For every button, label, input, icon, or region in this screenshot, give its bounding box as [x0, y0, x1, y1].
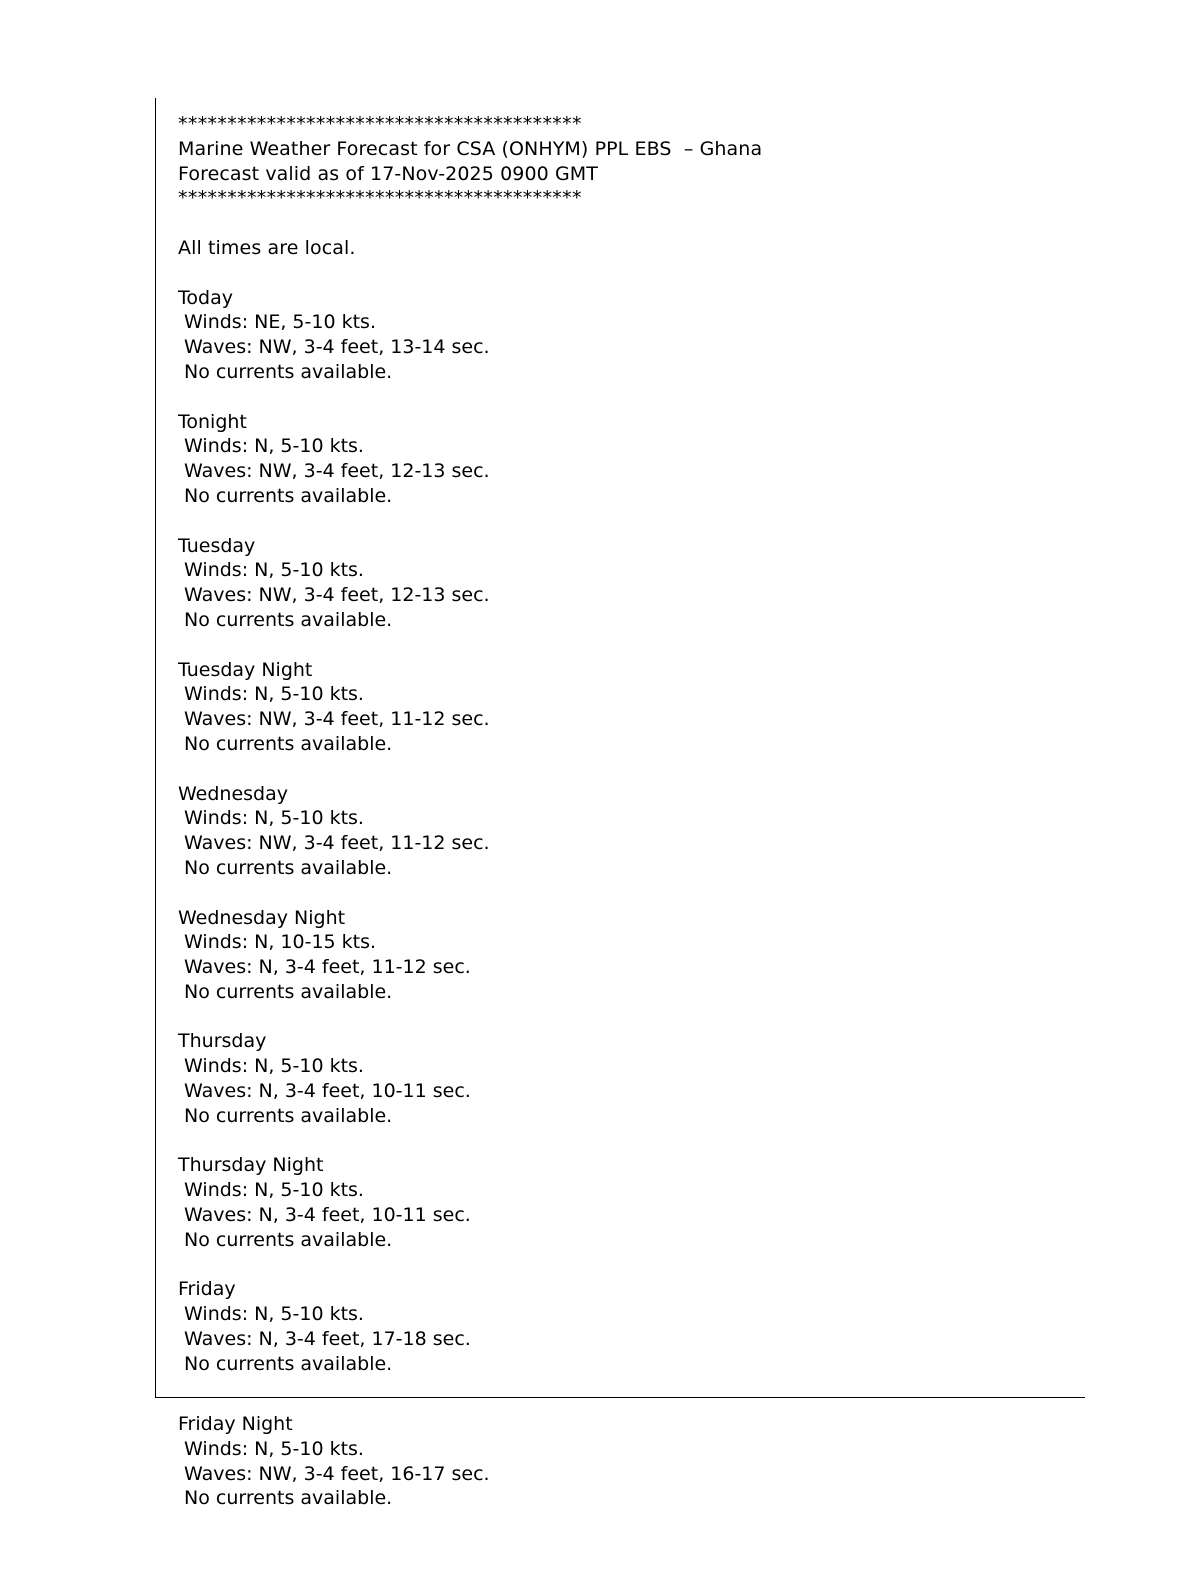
period-winds: Winds: N, 5-10 kts. [178, 683, 364, 706]
period-name: Wednesday [178, 782, 289, 805]
spacer [178, 757, 1078, 782]
period-currents: No currents available. [178, 1487, 393, 1510]
period-waves: Waves: N, 3-4 feet, 11-12 sec. [178, 956, 471, 979]
period-currents: No currents available. [178, 980, 393, 1003]
forecast-period [178, 1277, 1078, 1376]
forecast-period [178, 1029, 1078, 1128]
forecast-period [178, 1153, 1078, 1252]
period-name: Wednesday Night [178, 906, 346, 929]
forecast-title: Marine Weather Forecast for CSA (ONHYM) PPL EBS – Ghana [178, 137, 763, 160]
period-name: Friday [178, 1278, 236, 1301]
forecast-period [178, 906, 1078, 1005]
period-winds: Winds: N, 5-10 kts. [178, 435, 364, 458]
period-winds: Winds: N, 5-10 kts. [178, 1437, 364, 1460]
period-waves: Waves: NW, 3-4 feet, 13-14 sec. [178, 336, 490, 359]
period-winds: Winds: NE, 5-10 kts. [178, 311, 376, 334]
spacer [178, 509, 1078, 534]
period-name: Today [178, 286, 233, 309]
spacer [178, 211, 1078, 236]
period-winds: Winds: N, 5-10 kts. [178, 807, 364, 830]
forecast-period [178, 286, 1078, 385]
timezone-note: All times are local. [178, 236, 356, 259]
period-currents: No currents available. [178, 732, 393, 755]
header-rule-top: ***************************************** [178, 113, 582, 135]
period-currents: No currents available. [178, 1228, 393, 1251]
spacer [178, 881, 1078, 906]
period-name: Friday Night [178, 1413, 293, 1435]
forecast-period [178, 782, 1078, 881]
forecast-validity: Forecast valid as of 17-Nov-2025 0900 GMT [178, 162, 598, 185]
forecast-period [178, 658, 1078, 757]
period-name: Thursday [178, 1030, 267, 1053]
period-currents: No currents available. [178, 1352, 393, 1375]
period-name: Tonight [178, 410, 247, 433]
period-name: Tuesday Night [178, 658, 313, 681]
spacer [178, 1005, 1078, 1030]
period-waves: Waves: NW, 3-4 feet, 11-12 sec. [178, 708, 490, 731]
period-waves: Waves: NW, 3-4 feet, 16-17 sec. [178, 1462, 490, 1485]
period-waves: Waves: N, 3-4 feet, 10-11 sec. [178, 1080, 471, 1103]
period-currents: No currents available. [178, 1104, 393, 1127]
period-waves: Waves: NW, 3-4 feet, 12-13 sec. [178, 584, 490, 607]
forecast-period [178, 1412, 1078, 1511]
period-currents: No currents available. [178, 484, 393, 507]
forecast-overflow-block [178, 1412, 1078, 1511]
period-waves: Waves: N, 3-4 feet, 10-11 sec. [178, 1204, 471, 1227]
forecast-period [178, 410, 1078, 509]
spacer [178, 1129, 1078, 1154]
period-waves: Waves: N, 3-4 feet, 17-18 sec. [178, 1328, 471, 1351]
period-winds: Winds: N, 5-10 kts. [178, 1055, 364, 1078]
forecast-text-block [178, 112, 1078, 1377]
period-winds: Winds: N, 10-15 kts. [178, 931, 377, 954]
spacer [178, 1253, 1078, 1278]
period-currents: No currents available. [178, 360, 393, 383]
forecast-period [178, 534, 1078, 633]
spacer [178, 261, 1078, 286]
header-rule-bottom: ***************************************** [178, 187, 582, 210]
spacer [178, 385, 1078, 410]
period-waves: Waves: NW, 3-4 feet, 11-12 sec. [178, 832, 490, 855]
period-currents: No currents available. [178, 608, 393, 631]
period-waves: Waves: NW, 3-4 feet, 12-13 sec. [178, 460, 490, 483]
period-name: Thursday Night [178, 1154, 324, 1177]
spacer [178, 633, 1078, 658]
period-currents: No currents available. [178, 856, 393, 879]
period-name: Tuesday [178, 534, 256, 557]
period-winds: Winds: N, 5-10 kts. [178, 559, 364, 582]
period-winds: Winds: N, 5-10 kts. [178, 1303, 364, 1326]
period-winds: Winds: N, 5-10 kts. [178, 1179, 364, 1202]
